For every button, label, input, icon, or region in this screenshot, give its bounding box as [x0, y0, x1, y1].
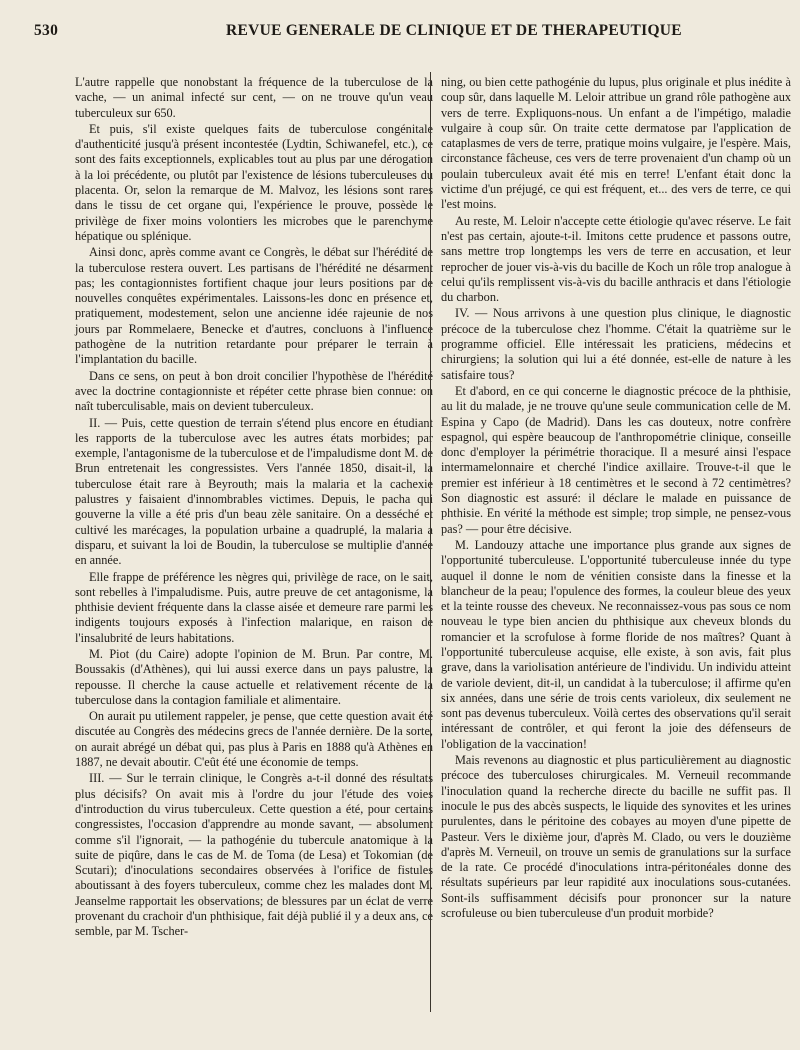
paragraph: Au reste, M. Leloir n'accepte cette étiologie qu'avec réserve. Le fait n'est pas certain, ajoute-t-il. Imitons cette prudence et passons outre, sans mettre trop longtemps les vers de terre en accusation, et leur reprocher de jouer vis-à-vis du bacille de Koch un rôle trop analogue à celui qu'ils remplissent vis-à-vis du bacille anthracis et dans l'étiologie du charbon. [441, 213, 791, 305]
paragraph: Et puis, s'il existe quelques faits de tuberculose congénitale d'authenticité jusqu'à présent incontestée (Lydtin, Schiwanefel, etc.), ce sont des faits exceptionnels, explicables tout au plus par une dérogation à la loi précédente, ou plutôt par l'existence de lésions tuberculeuses du placenta. Or, selon la remarque de M. Malvoz, les lésions sont rares dans le tissu de cet organe qui, l'expérience le prouve, possède le privilège de fixer moins volontiers les microbes que le parenchyme hépatique ou splénique. [75, 121, 433, 243]
paragraph: IV. — Nous arrivons à une question plus clinique, le diagnostic précoce de la tuberculose chez l'homme. C'était la quatrième sur le programme officiel. Elle intéressait les praticiens, médecins et chirurgiens; la solution qui lui a été donnée, est-elle de nature à les satisfaire tous? [441, 306, 791, 382]
paragraph: III. — Sur le terrain clinique, le Congrès a-t-il donné des résultats plus décisifs? On avait mis à l'ordre du jour l'étude des voies d'introduction du virus tuberculeux. Cette question a été, pour certains congressistes, l'occasion d'apprendre au monde savant, — absolument comme s'il l'ignorait, — la pathogénie du tubercule anatomique à la suite de piqûre, dans le cas de M. de Toma (de Lesa) et Tokomian (de Scutari); d'inoculations secondaires observées à l'orifice de fistules aboutissant à des foyers tuberculeux, comme chez les malades dont M. Jeanselme rapportait les observations; de blessures par un éclat de verre provenant du crachoir d'un phthisique, fait déjà publié il y a deux ans, ce semble, par M. Tscher- [75, 771, 433, 939]
running-header [34, 22, 774, 46]
paragraph: Et d'abord, en ce qui concerne le diagnostic précoce de la phthisie, au lit du malade, je ne trouve qu'une seule communication celle de M. Espina y Capo (de Madrid). Dans les cas douteux, notre confrère espagnol, qui espère beaucoup de l'anthropométrie clinique, conseille donc d'employer la périmétrie thoracique. Il a mesuré ainsi l'espace intermamelonnaire et cherché l'indice axillaire. Trouve-t-il que le premier est inférieur à 18 centimètres et le second à 72 centimètres? Son diagnostic est assuré: il déclare le malade en puissance de phthisie. En vérité la méthode est simple; trop simple, ne pensez-vous pas? — pour être décisive. [441, 383, 791, 536]
paragraph: L'autre rappelle que nonobstant la fréquence de la tuberculose de la vache, — un animal infecté sur cent, — on ne trouve qu'un veau tuberculeux sur 650. [75, 75, 433, 120]
paragraph: Mais revenons au diagnostic et plus particulièrement au diagnostic précoce des tuberculoses chirurgicales. M. Verneuil recommande l'inoculation quand la recherche directe du bacille ne suffit pas. Il inocule le pus des abcès suspects, le liquide des synovites et les urines purulentes, dans le péritoine des cobayes au moyen d'une pipette de Pasteur. Vers le dixième jour, d'après M. Clado, ou vers le douzième d'après M. Verneuil, on trouve un semis de granulations sur la surface de la rate. Ce procédé d'inoculations intra-péritonéales donne des résultats supérieurs par leur rapidité aux inoculations sous-cutanées. Sont-ils suffisamment décisifs pour prononcer sur la nature scrofuleuse ou bien tuberculeuse d'un produit morbide? [441, 753, 791, 921]
paragraph: M. Landouzy attache une importance plus grande aux signes de l'opportunité tuberculeuse. L'opportunité tuberculeuse innée du type auquel il donne le nom de vénitien consiste dans la finesse et la blancheur de la peau; l'opulence des formes, la couleur bleue des yeux et la teinte rousse des cheveux. Ne reconnaissez-vous pas sous ce nom nouveau le type bien ancien du phthisique aux cheveux blonds du romancier et la scrofulose à forme floride de nos maîtres? Quant à l'opportunité tuberculeuse acquise, elle existe, à son avis, fait plus grave, dans la variolisation antérieure de l'individu. Un individu atteint de variole devient, dit-il, un candidat à la tuberculose; il affirme qu'en six années, dans une série de trois cents varioleux, dix seulement ne sont pas devenus tuberculeux. Voilà certes des observations qu'il serait intéressant de contrôler, et qui feront la joie des défenseurs de l'obligation de la vaccination! [441, 537, 791, 751]
column-divider [430, 72, 431, 1012]
paragraph: Ainsi donc, après comme avant ce Congrès, le débat sur l'hérédité de la tuberculose restera ouvert. Les partisans de l'hérédité ne désarment pas; les contagionnistes fortifient chaque jour leurs positions par de nouvelles conquêtes expérimentales. Laissons-les donc en présence et, pratiquement, modestement, selon une ancienne idée rajeunie de nos jours par Rommelaere, Benecke et d'autres, concluons à l'influence pathogène de la nutrition retardante pour préparer le terrain à l'implantation du bacille. [75, 245, 433, 367]
paragraph: M. Piot (du Caire) adopte l'opinion de M. Brun. Par contre, M. Boussakis (d'Athènes), qui lui aussi exerce dans un pays palustre, la repousse. Il cherche la cause actuelle et relativement récente de la tuberculose dans la contagion familiale et alimentaire. [75, 646, 433, 707]
paragraph: Dans ce sens, on peut à bon droit concilier l'hypothèse de l'hérédité avec la doctrine contagionniste et répéter cette phrase bien connue: on naît tuberculisable, mais on devient tuberculeux. [75, 368, 433, 414]
paragraph: On aurait pu utilement rappeler, je pense, que cette question avait été discutée au Congrès des médecins grecs de l'année dernière. De la sorte, on aurait abrégé un débat qui, pas plus à Paris en 1888 qu'à Athènes en 1887, ne devait aboutir. C'eût été une économie de temps. [75, 709, 433, 770]
page-number: 530 [34, 22, 59, 39]
right-column [441, 75, 791, 921]
left-column [75, 75, 433, 940]
paragraph: II. — Puis, cette question de terrain s'étend plus encore en étudiant les rapports de la tuberculose avec les autres états morbides; par exemple, l'antagonisme de la tuberculose et de l'impaludisme dont M. de Brun entretenait les congressistes. Vers l'année 1850, disait-il, la tuberculose était rare à Beyrouth; mais la malaria et la cachexie palustres y faisaient d'innombrables victimes. Depuis, le pacha qui gouverne la ville a été pris d'un beau zèle sanitaire. On a desséché et cultivé les marécages, la population urbaine a quadruplé, la malaria a disparu, et suivant la loi de Boudin, la tuberculose se multiplie d'année en année. [75, 415, 433, 568]
paragraph: ning, ou bien cette pathogénie du lupus, plus originale et plus inédite à coup sûr, dans laquelle M. Leloir attribue un grand rôle pathogène aux vers de terre. Expliquons-nous. Un enfant a de l'impétigo, maladie vulgaire à coup sûr. On traite cette dermatose par l'application de cataplasmes de vers de terre, pratique moins vulgaire, je l'espère. Mais, circonstance fâcheuse, ces vers de terre provenaient d'un champ où un poulain tuberculeux avait été mis en terre! L'enfant était donc la victime d'un préjugé, ce qui est fréquent, et... des vers de terre, ce qui l'est moins. [441, 75, 791, 212]
running-title: REVUE GENERALE DE CLINIQUE ET DE THERAPEUTIQUE [226, 22, 682, 39]
paragraph: Elle frappe de préférence les nègres qui, privilège de race, on le sait, sont rebelles à l'impaludisme. Puis, autre preuve de cet antagonisme, la phthisie devient fréquente dans la classe aisée et demeure rare parmi les indigents toujours exposés à l'infection malarique, en raison de l'insalubrité de leurs habitations. [75, 569, 433, 645]
